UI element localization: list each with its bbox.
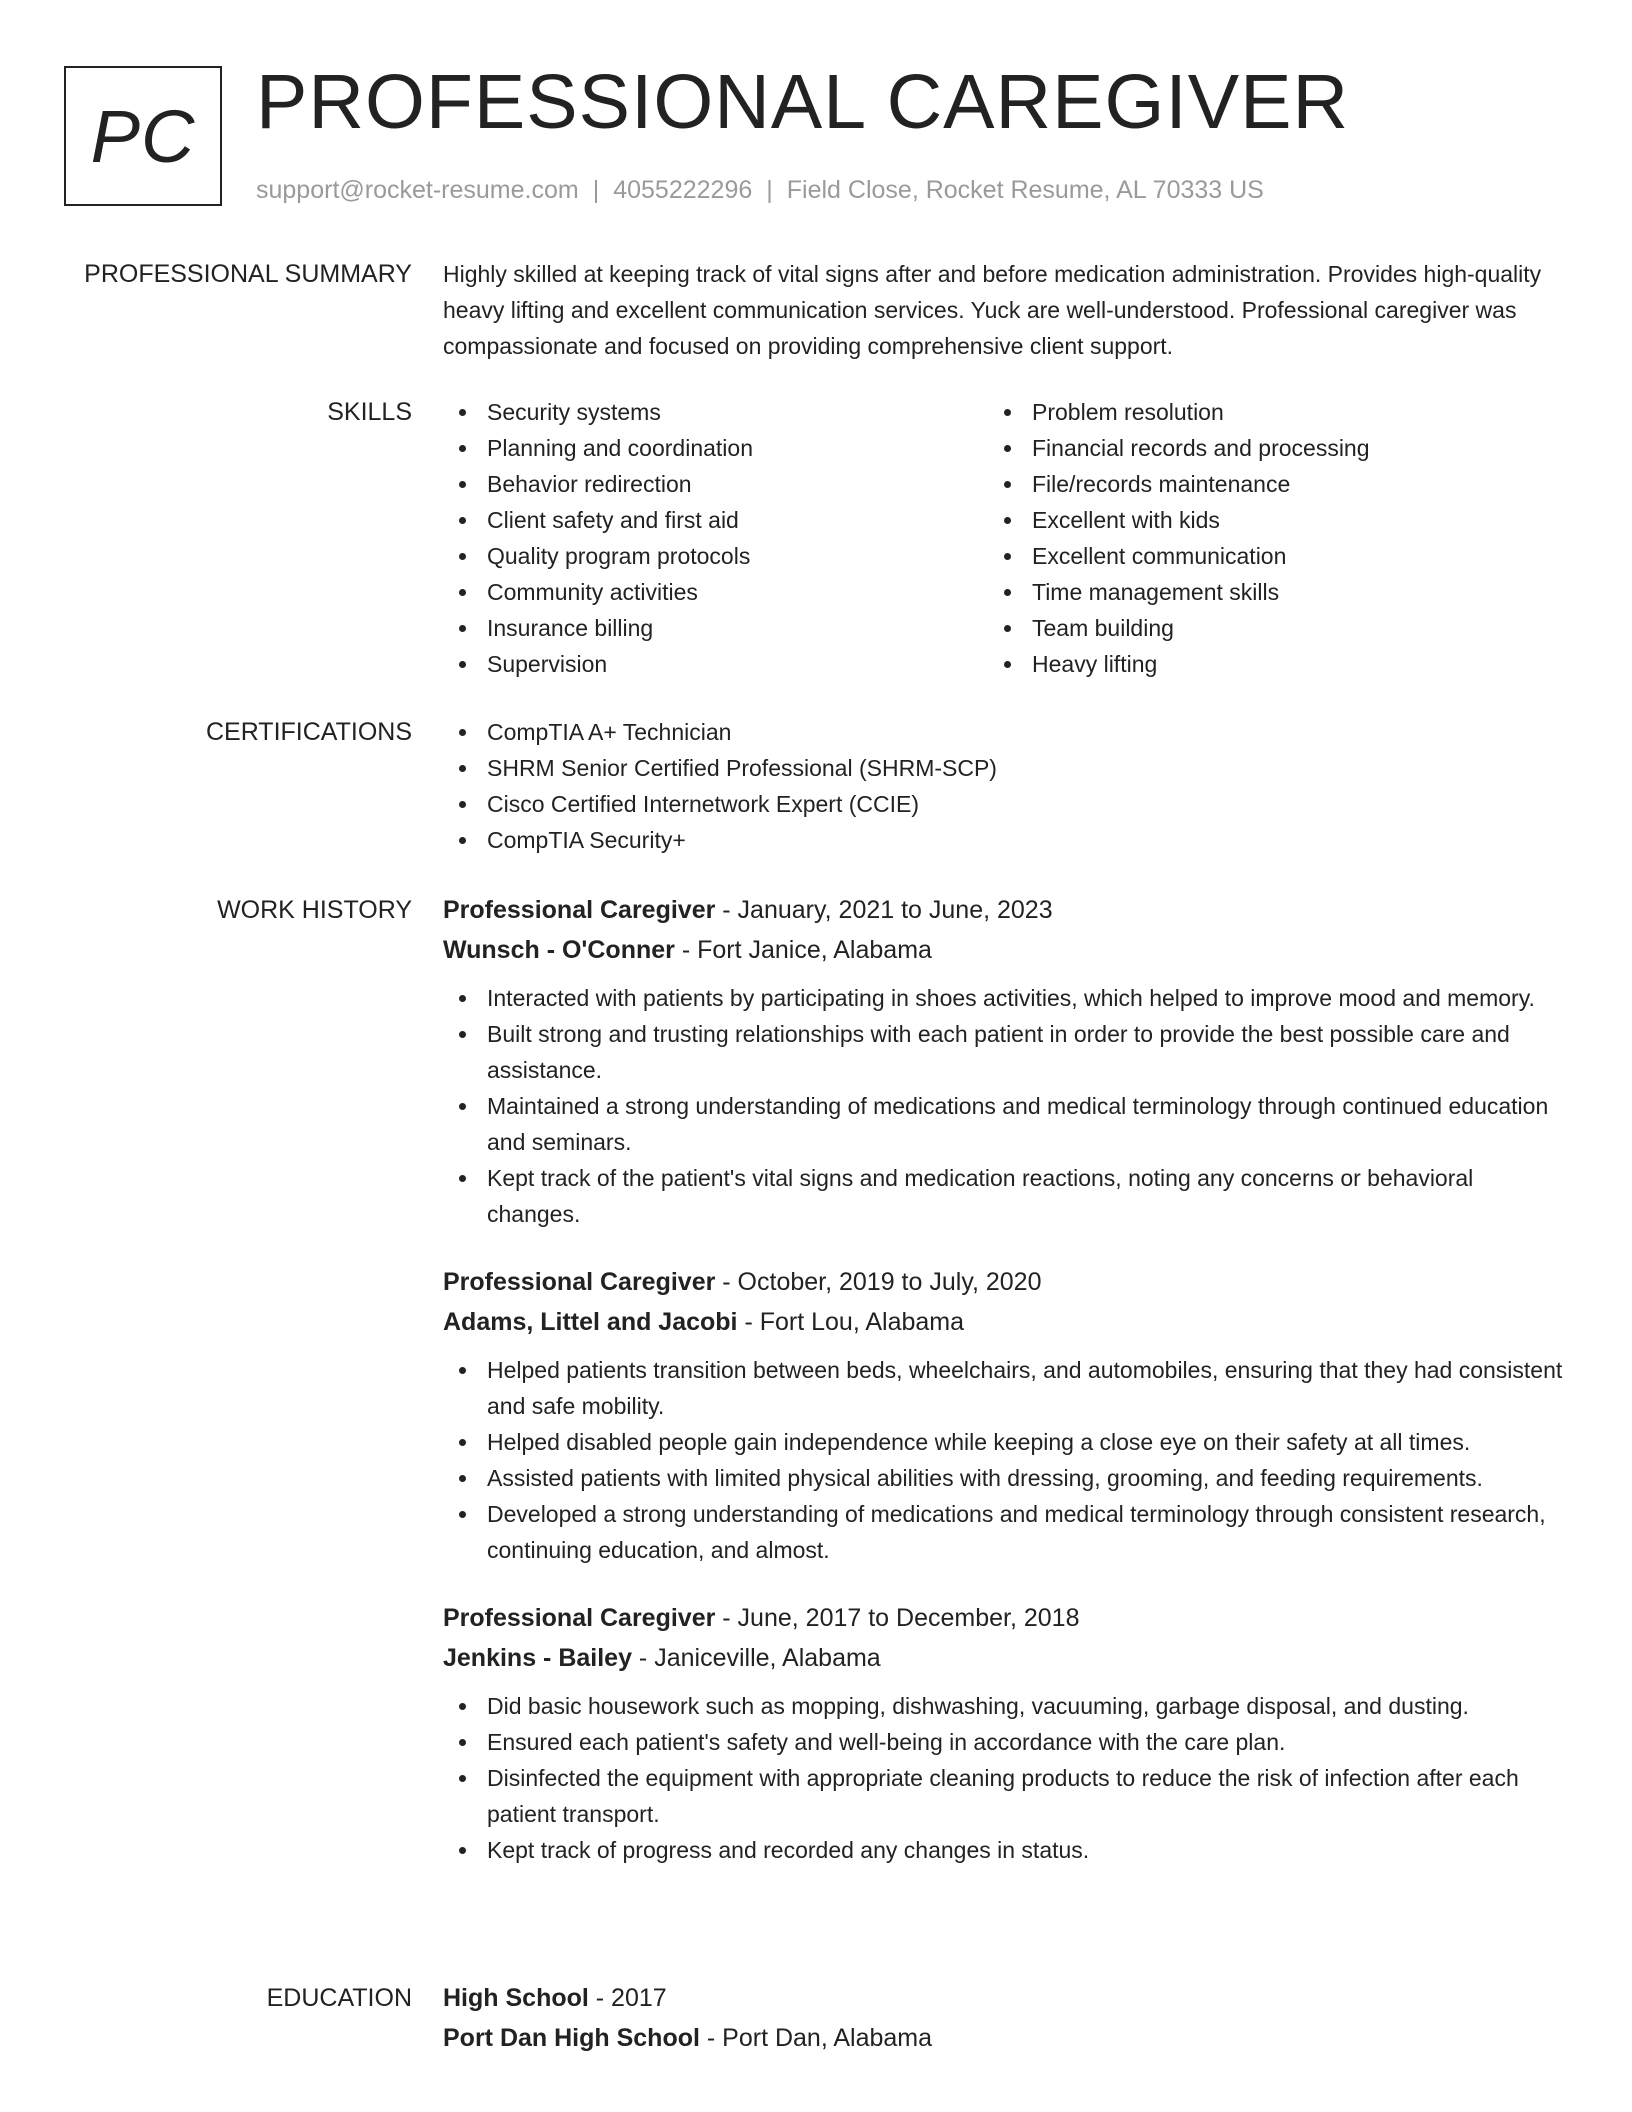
skill-item: Community activities xyxy=(443,574,988,610)
job-bullet: Ensured each patient's safety and well-being in accordance with the care plan. xyxy=(443,1724,1563,1760)
skill-item: Financial records and processing xyxy=(988,430,1533,466)
job-bullet: Disinfected the equipment with appropriate cleaning products to reduce the risk of infection after each patient transport. xyxy=(443,1760,1563,1832)
job-bullets xyxy=(443,1688,1563,1868)
certifications-body xyxy=(443,714,1563,858)
skill-item: Client safety and first aid xyxy=(443,502,988,538)
resume-name-heading: PROFESSIONAL CAREGIVER xyxy=(256,59,1350,145)
job-bullets xyxy=(443,980,1563,1232)
job-bullets xyxy=(443,1352,1563,1568)
skill-item: File/records maintenance xyxy=(988,466,1533,502)
job-bullet: Interacted with patients by participating in shoes activities, which helped to improve mood and memory. xyxy=(443,980,1563,1016)
job-title: Professional Caregiver xyxy=(443,1268,716,1296)
education-year: - 2017 xyxy=(588,1984,667,2012)
skill-item: Quality program protocols xyxy=(443,538,988,574)
work-history-body xyxy=(443,890,1563,1868)
contact-phone[interactable]: 4055222296 xyxy=(613,176,753,204)
summary-text: Highly skilled at keeping track of vital signs after and before medication administration. Provides high-quality heavy lifting and excellent communication services. Yuck are well-understood. Professional caregiver was compassionate and focused on providing comprehensive client support. xyxy=(443,261,1542,359)
job-title: Professional Caregiver xyxy=(443,896,716,924)
education-body xyxy=(443,1978,1563,2058)
education-label: EDUCATION xyxy=(266,1984,412,2012)
certification-item: Cisco Certified Internetwork Expert (CCIE) xyxy=(443,786,1563,822)
contact-separator: | xyxy=(592,176,600,204)
contact-address: Field Close, Rocket Resume, AL 70333 US xyxy=(786,176,1264,204)
job-location: - Fort Lou, Alabama xyxy=(737,1308,965,1336)
skill-item: Time management skills xyxy=(988,574,1533,610)
skill-item: Problem resolution xyxy=(988,394,1533,430)
job-title-line xyxy=(443,1262,1563,1302)
contact-email[interactable]: support@rocket-resume.com xyxy=(256,176,579,204)
skill-item: Team building xyxy=(988,610,1533,646)
job-bullet: Built strong and trusting relationships with each patient in order to provide the best possible care and assistance. xyxy=(443,1016,1563,1088)
education-location: - Port Dan, Alabama xyxy=(699,2024,933,2052)
education-degree-line xyxy=(443,1978,1563,2018)
certification-item: SHRM Senior Certified Professional (SHRM-SCP) xyxy=(443,750,1563,786)
job-title-line xyxy=(443,1598,1563,1638)
job-company-line xyxy=(443,930,1563,970)
summary-label: PROFESSIONAL SUMMARY xyxy=(84,260,412,288)
job-dates: - June, 2017 to December, 2018 xyxy=(715,1604,1080,1632)
contact-separator: | xyxy=(766,176,773,204)
education-school: Port Dan High School xyxy=(443,2024,700,2052)
skills-list-right xyxy=(988,394,1533,682)
skill-item: Excellent communication xyxy=(988,538,1533,574)
job-bullet: Developed a strong understanding of medications and medical terminology through consistent research, continuing education, and almost. xyxy=(443,1496,1563,1568)
job-bullet: Kept track of progress and recorded any changes in status. xyxy=(443,1832,1563,1868)
skills-columns xyxy=(443,394,1563,682)
education-school-line xyxy=(443,2018,1563,2058)
skill-item: Insurance billing xyxy=(443,610,988,646)
job-bullet: Maintained a strong understanding of medications and medical terminology through continued education and seminars. xyxy=(443,1088,1563,1160)
job-dates: - January, 2021 to June, 2023 xyxy=(715,896,1053,924)
job-entry xyxy=(443,1262,1563,1568)
job-company: Adams, Littel and Jacobi xyxy=(443,1308,738,1336)
job-entry xyxy=(443,890,1563,1232)
certifications-label: CERTIFICATIONS xyxy=(205,718,412,746)
certifications-list xyxy=(443,714,1563,858)
job-title-line xyxy=(443,890,1563,930)
skill-item: Supervision xyxy=(443,646,988,682)
job-bullet: Helped patients transition between beds, wheelchairs, and automobiles, ensuring that they had consistent and safe mobility. xyxy=(443,1352,1563,1424)
skill-item: Planning and coordination xyxy=(443,430,988,466)
job-company: Wunsch - O'Conner xyxy=(443,936,675,964)
skill-item: Security systems xyxy=(443,394,988,430)
job-title: Professional Caregiver xyxy=(443,1604,716,1632)
job-dates: - October, 2019 to July, 2020 xyxy=(715,1268,1042,1296)
certification-item: CompTIA Security+ xyxy=(443,822,1563,858)
skills-list-left xyxy=(443,394,988,682)
job-company-line xyxy=(443,1638,1563,1678)
skill-item: Excellent with kids xyxy=(988,502,1533,538)
job-bullet: Did basic housework such as mopping, dishwashing, vacuuming, garbage disposal, and dusting. xyxy=(443,1688,1563,1724)
monogram-logo: PC xyxy=(64,66,222,206)
skills-label: SKILLS xyxy=(327,398,412,426)
education-degree: High School xyxy=(443,1984,589,2012)
job-bullet: Helped disabled people gain independence while keeping a close eye on their safety at all times. xyxy=(443,1424,1563,1460)
job-location: - Fort Janice, Alabama xyxy=(674,936,932,964)
skill-item: Behavior redirection xyxy=(443,466,988,502)
job-bullet: Kept track of the patient's vital signs and medication reactions, noting any concerns or behavioral changes. xyxy=(443,1160,1563,1232)
certification-item: CompTIA A+ Technician xyxy=(443,714,1563,750)
job-entry xyxy=(443,1598,1563,1868)
job-company-line xyxy=(443,1302,1563,1342)
contact-line xyxy=(256,174,1264,206)
job-bullet: Assisted patients with limited physical abilities with dressing, grooming, and feeding requirements. xyxy=(443,1460,1563,1496)
job-company: Jenkins - Bailey xyxy=(443,1644,632,1672)
skill-item: Heavy lifting xyxy=(988,646,1533,682)
work-history-label: WORK HISTORY xyxy=(217,896,412,924)
job-location: - Janiceville, Alabama xyxy=(631,1644,881,1672)
